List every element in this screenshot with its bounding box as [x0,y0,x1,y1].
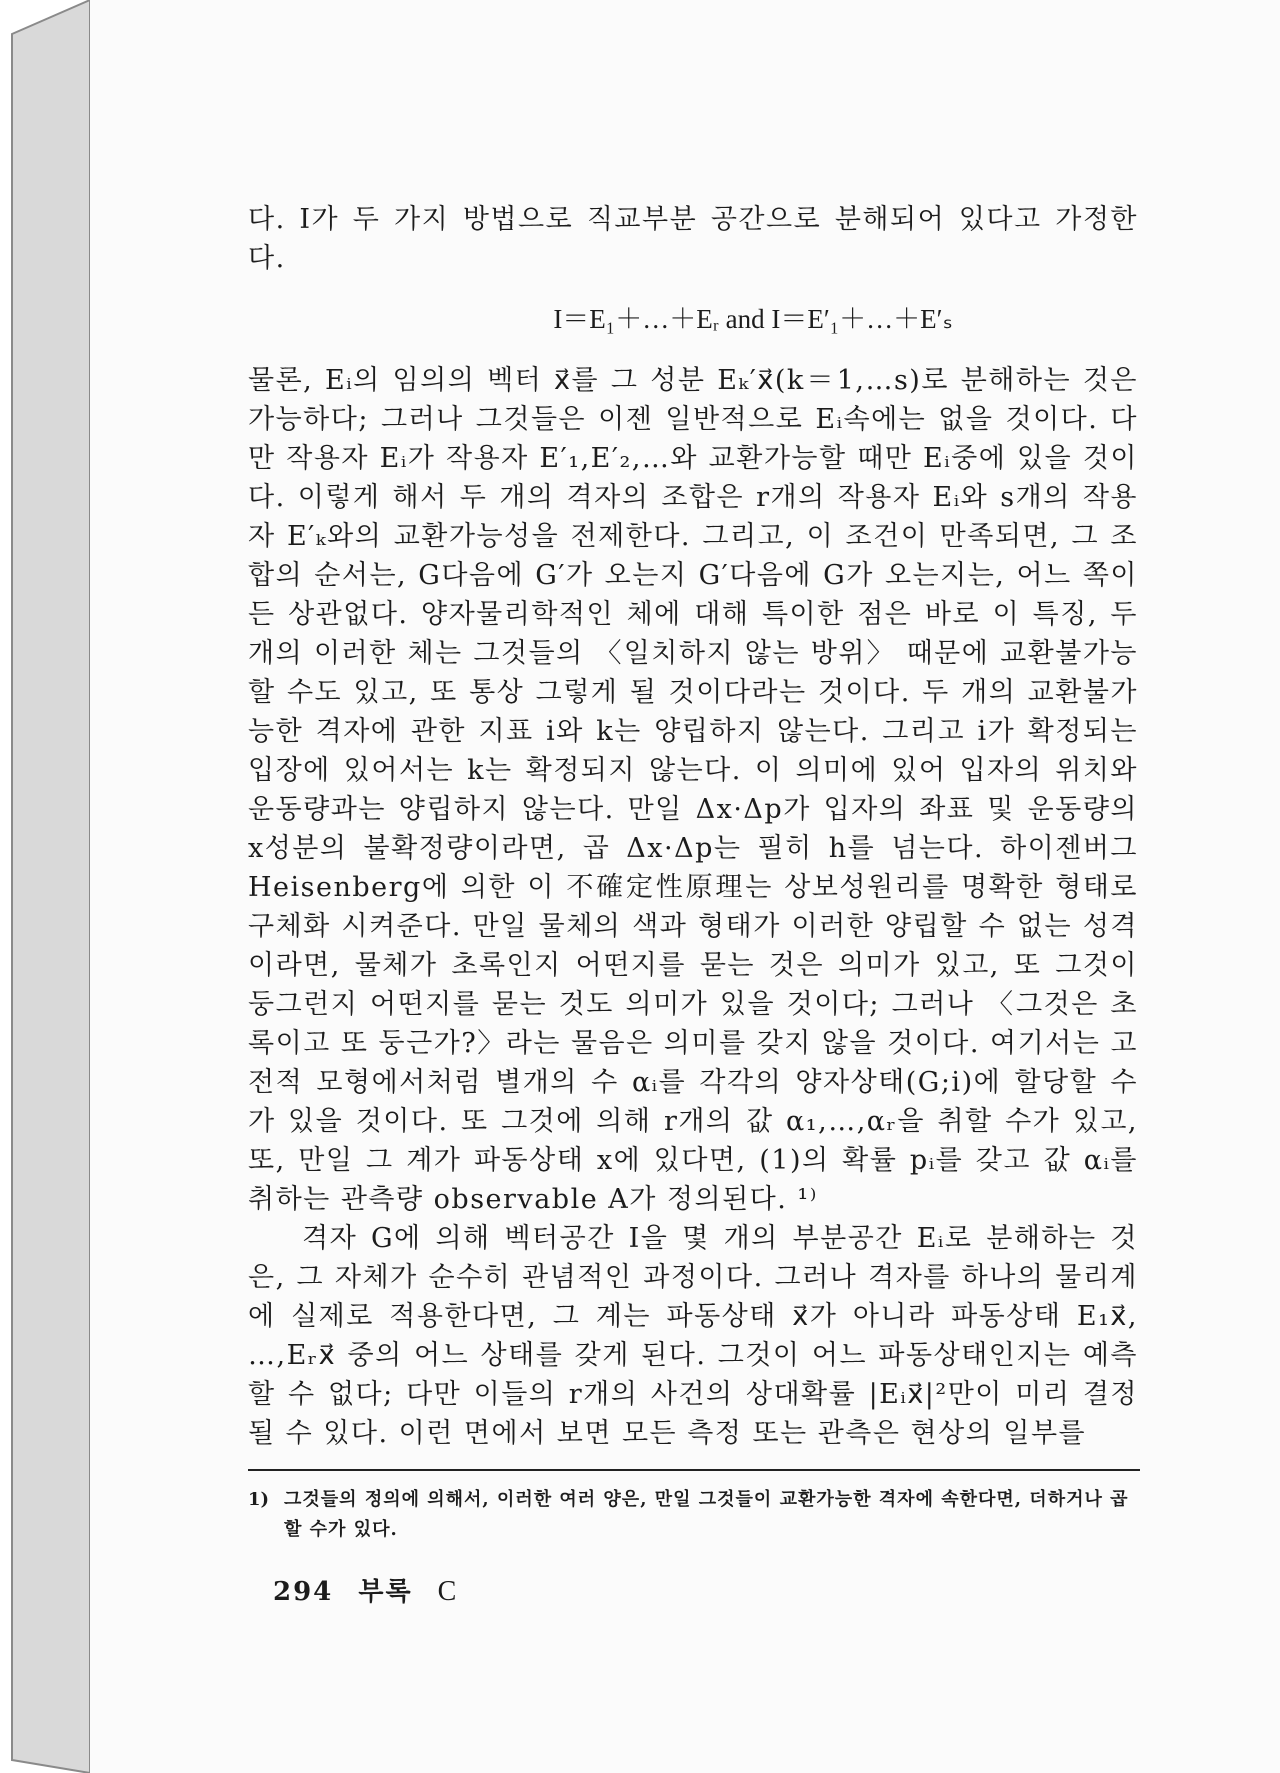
page-folio [273,1571,472,1608]
page-content [248,200,1138,1545]
footnote-mark: 1) [248,1489,270,1510]
section-letter: C [437,1576,459,1607]
formula: I＝E₁＋…＋Eᵣ and I＝E′₁＋…＋E′ₛ [553,304,953,334]
footnote [248,1485,1138,1545]
main-paragraph: 물론, Eᵢ의 임의의 벡터 x⃗를 그 성분 Eₖ′x⃗(k＝1,…s)로 분해하는 것은 가능하다; 그러나 그것들은 이젠 일반적으로 Eᵢ속에는 없을 것이다. 다만 작용자 Eᵢ가 작용자 E′₁,E′₂,…와 교환가능할 때만 Eᵢ중에 있을 것이다. 이렇게 해서 두 개의 격자의 조합은 r개의 작용자 Eᵢ와 s개의 작용자 E′ₖ와의 교환가능성을 전제한다. 그리고, 이 조건이 만족되면, 그 조합의 순서는, G다음에 G′가 오는지 G′다음에 G가 오는지는, 어느 쪽이든 상관없다. 양자물리학적인 체에 대해 특이한 점은 바로 이 특징, 두 개의 이러한 체는 그것들의 〈일치하지 않는 방위〉 때문에 교환불가능할 수도 있고, 또 통상 그렇게 될 것이다라는 것이다. 두 개의 교환불가능한 격자에 관한 지표 i와 k는 양립하지 않는다. 그리고 i가 확정되는 입장에 있어서는 k는 확정되지 않는다. 이 의미에 있어 입자의 위치와 운동량과는 양립하지 않는다. 만일 Δx·Δp가 입자의 좌표 및 운동량의 x성분의 불확정량이라면, 곱 Δx·Δp는 필히 h를 넘는다. 하이젠버그 Heisenberg에 의한 이 不確定性原理는 상보성원리를 명확한 형태로 구체화 시켜준다. 만일 물체의 색과 형태가 이러한 양립할 수 없는 성격이라면, 물체가 초록인지 어떤지를 묻는 것은 의미가 있고, 또 그것이 둥그런지 어떤지를 묻는 것도 의미가 있을 것이다; 그러나 〈그것은 초록이고 또 둥근가?〉라는 물음은 의미를 갖지 않을 것이다. 여기서는 고전적 모형에서처럼 별개의 수 αᵢ를 각각의 양자상태(G;i)에 할당할 수가 있을 것이다. 또 그것에 의해 r개의 값 α₁,…,αᵣ을 취할 수가 있고, 또, 만일 그 계가 파동상태 x에 있다면, (1)의 확률 pᵢ를 갖고 값 αᵢ를 취하는 관측량 observable A가 정의된다. ¹⁾ [248,365,1139,1215]
footnote-text: 그것들의 정의에 의해서, 이러한 여러 양은, 만일 그것들이 교환가능한 격자에 속한다면, 더하거나 곱할 수가 있다. [284,1489,1129,1540]
section-label: 부록 [358,1577,413,1607]
page-number: 294 [273,1577,334,1607]
opening-paragraph: 다. I가 두 가지 방법으로 직교부분 공간으로 분해되어 있다고 가정한다. [248,204,1138,274]
second-paragraph: 격자 G에 의해 벡터공간 I을 몇 개의 부분공간 Eᵢ로 분해하는 것은, 그 자체가 순수히 관념적인 과정이다. 그러나 격자를 하나의 물리계에 실제로 적용한다면, 그 계는 파동상태 x⃗가 아니라 파동상태 E₁x⃗, …,Eᵣx⃗ 중의 어느 상태를 갖게 된다. 그것이 어느 파동상태인지는 예측할 수 없다; 다만 이들의 r개의 사건의 상대확률 |Eᵢx⃗|²만이 미리 결정될 수 있다. 이런 면에서 보면 모든 측정 또는 관측은 현상의 일부를 [248,1223,1138,1449]
footnote-divider [248,1469,1140,1471]
